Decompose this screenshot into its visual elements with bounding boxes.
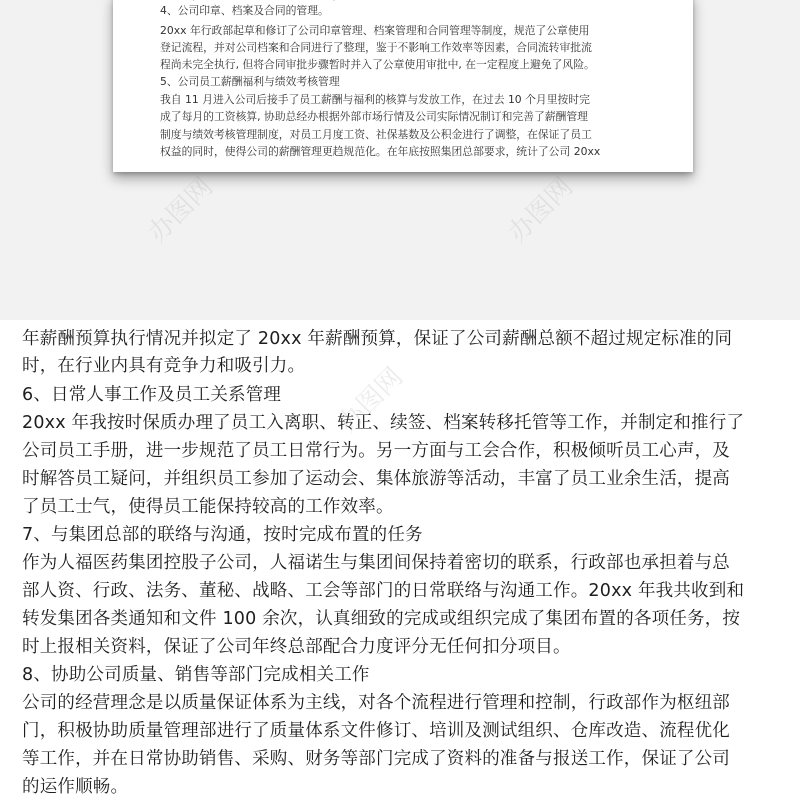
body-line: 部人资、行政、法务、董秘、战略、工会等部门的日常联络与沟通工作。20xx 年我共收到和 [22,581,745,601]
body-line: 公司的经营理念是以质量保证体系为主线，对各个流程进行管理和控制，行政部作为枢纽部 [22,693,730,713]
section-heading: 7、与集团总部的联络与沟通，按时完成布置的任务 [22,525,423,545]
body-line: 时上报相关资料，保证了公司年终总部配合力度评分无任何扣分项目。 [22,637,571,657]
preview-line: 成了每月的工资核算, 协助总经办根据外部市场行情及公司实际情况制订和完善了薪酬管理 [160,110,588,123]
body-line: 时解答员工疑问，并组织员工参加了运动会、集体旅游等活动，丰富了员工业余生活，提高 [22,469,730,489]
document-preview-card [113,0,693,172]
body-line: 公司员工手册，进一步规范了员工日常行为。另一方面与工会合作，积极倾听员工心声，及 [22,441,730,461]
body-line: 等工作，并在日常协助销售、采购、财务等部门完成了资料的准备与报送工作，保证了公司 [22,749,730,769]
body-line: 门，积极协助质量管理部进行了质量体系文件修订、培训及测试组织、仓库改造、流程优化 [22,721,730,741]
body-line: 年薪酬预算执行情况并拟定了 20xx 年薪酬预算，保证了公司薪酬总额不超过规定标准的同 [22,329,733,349]
watermark: 办图网 [142,172,219,249]
watermark: 办图网 [502,172,579,249]
body-line: 转发集团各类通知和文件 100 余次，认真细致的完成或组织完成了集团布置的各项任务，按 [22,609,741,629]
body-line: 时，在行业内具有竞争力和吸引力。 [22,356,306,376]
preview-line: 20xx 年行政部起草和修订了公司印章管理、档案管理和合同管理等制度，规范了公章使用 [160,24,590,37]
body-line: 的运作顺畅。 [22,777,129,797]
preview-line: 权益的同时，使得公司的薪酬管理更趋规范化。在年底按照集团总部要求，统计了公司 20xx [160,145,601,158]
watermark: 办图网 [332,362,409,439]
body-line: 20xx 年我按时保质办理了员工入离职、转正、续签、档案转移托管等工作，并制定和推行了 [22,413,745,433]
preview-line: 登记流程，并对公司档案和合同进行了整理，鉴于不影响工作效率等因素，合同流转审批流 [160,41,592,54]
preview-heading: 5、公司员工薪酬福利与绩效考核管理 [160,75,340,88]
section-heading: 6、日常人事工作及员工关系管理 [22,385,282,405]
body-line: 作为人福医药集团控股子公司，人福诺生与集团间保持着密切的联系，行政部也承担着与总 [22,553,730,573]
preview-heading: 4、公司印章、档案及合同的管理。 [160,4,329,17]
section-heading: 8、协助公司质量、销售等部门完成相关工作 [22,665,370,685]
preview-line: 我自 11 月进入公司后接手了员工薪酬与福利的核算与发放工作，在过去 10 个月里按时完 [160,93,590,106]
preview-line: 程尚未完全执行, 但将合同审批步骤暂时并入了公章使用审批中, 在一定程度上避免了风险。 [160,58,595,71]
preview-background [0,0,800,320]
body-line: 了员工士气，使得员工能保持较高的工作效率。 [22,497,394,517]
preview-line: 制度与绩效考核管理制度，对员工月度工资、社保基数及公积金进行了调整，在保证了员工 [160,128,592,141]
